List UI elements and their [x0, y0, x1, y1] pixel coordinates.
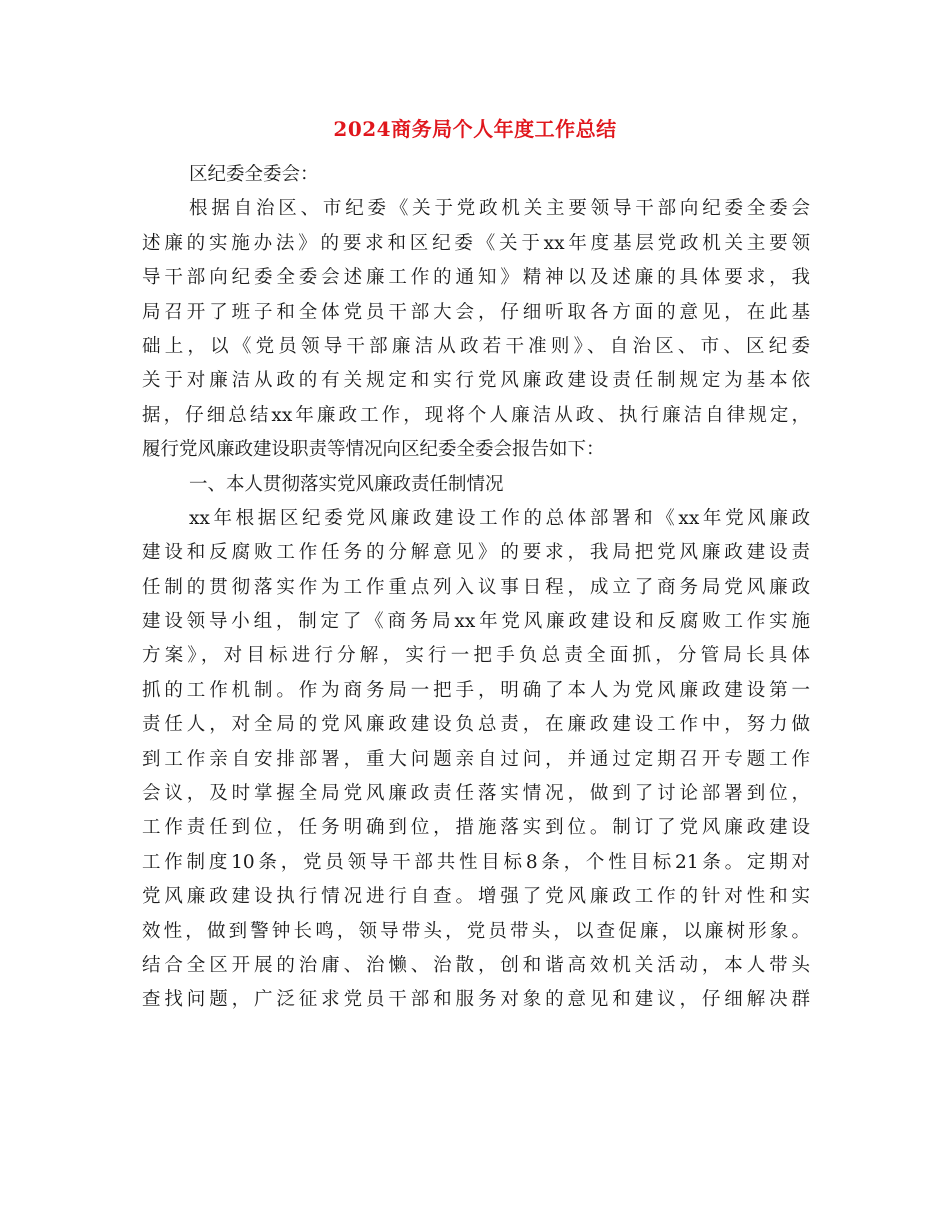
document-title: 2024商务局个人年度工作总结 — [333, 117, 617, 141]
paragraph-line: 党风廉政建设执行情况进行自查。增强了党风廉政工作的针对性和实 — [142, 886, 810, 908]
paragraph-line: 工作责任到位，任务明确到位，措施落实到位。制订了党风廉政建设 — [142, 817, 810, 839]
paragraph-line: 抓的工作机制。作为商务局一把手，明确了本人为党风廉政建设第一 — [142, 679, 810, 701]
paragraph-line: 方案》，对目标进行分解，实行一把手负总责全面抓，分管局长具体 — [142, 645, 810, 667]
paragraph-line: 会议，及时掌握全局党风廉政责任落实情况，做到了讨论部署到位， — [142, 783, 810, 805]
paragraph-line: 效性，做到警钟长鸣，领导带头，党员带头，以查促廉，以廉树形象。 — [142, 920, 810, 942]
document-body — [142, 158, 810, 1018]
section-heading: 一、本人贯彻落实党风廉政责任制情况 — [189, 473, 504, 495]
salutation-line: 区纪委全委会： — [189, 164, 319, 185]
paragraph-line: 础上，以《党员领导干部廉洁从政若干准则》、自治区、市、区纪委 — [142, 335, 810, 357]
paragraph-line: 查找问题，广泛征求党员干部和服务对象的意见和建议，仔细解决群 — [142, 989, 810, 1011]
paragraph-line: 建设领导小组，制定了《商务局xx年党风廉政建设和反腐败工作实施 — [142, 611, 810, 633]
paragraph-line: 工作制度10条，党员领导干部共性目标8条，个性目标21条。定期对 — [142, 851, 810, 873]
paragraph-line: 导干部向纪委全委会述廉工作的通知》精神以及述廉的具体要求，我 — [142, 267, 810, 289]
paragraph-line: 到工作亲自安排部署，重大问题亲自过问，并通过定期召开专题工作 — [142, 748, 810, 770]
paragraph-line: 据，仔细总结xx年廉政工作，现将个人廉洁从政、执行廉洁自律规定， — [142, 404, 810, 426]
paragraph-line: 责任人，对全局的党风廉政建设负总责，在廉政建设工作中，努力做 — [142, 714, 810, 736]
paragraph-line: 履行党风廉政建设职责等情况向区纪委全委会报告如下： — [142, 439, 605, 461]
paragraph-line: 建设和反腐败工作任务的分解意见》的要求，我局把党风廉政建设责 — [142, 542, 810, 564]
paragraph-line: 述廉的实施办法》的要求和区纪委《关于xx年度基层党政机关主要领 — [142, 232, 810, 254]
paragraph-line: 局召开了班子和全体党员干部大会，仔细听取各方面的意见，在此基 — [142, 301, 810, 323]
paragraph-line: 任制的贯彻落实作为工作重点列入议事日程，成立了商务局党风廉政 — [142, 576, 810, 598]
paragraph-line: xx年根据区纪委党风廉政建设工作的总体部署和《xx年党风廉政 — [189, 507, 810, 529]
paragraph-line: 根据自治区、市纪委《关于党政机关主要领导干部向纪委全委会 — [189, 198, 810, 220]
paragraph-line: 结合全区开展的治庸、治懒、治散，创和谐高效机关活动，本人带头 — [142, 954, 810, 976]
paragraph-line: 关于对廉洁从政的有关规定和实行党风廉政建设责任制规定为基本依 — [142, 370, 810, 392]
